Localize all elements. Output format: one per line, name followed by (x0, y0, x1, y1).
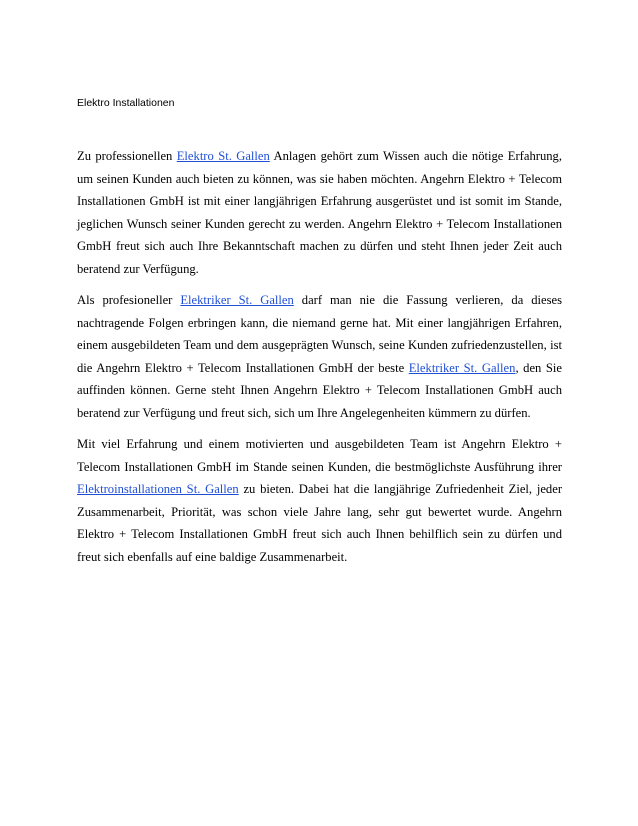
paragraph-2 (77, 289, 562, 424)
paragraph-text: Als profesioneller (77, 293, 181, 307)
paragraph-text: Anlagen gehört zum Wissen auch die nötige Erfahrung, um seinen Kunden auch bieten zu können, was sie haben möchten. Angehrn Elektro + Telecom Installationen GmbH ist mit einer langjährigen Erfahrung ausgerüstet und ist somit im Stande, jeglichen Wunsch seiner Kunden gerecht zu werden. Angehrn Elektro + Telecom Installationen GmbH freut sich auch Ihre Bekanntschaft machen zu dürfen und steht Ihnen jeder Zeit auch beratend zur Verfügung. (77, 149, 562, 276)
document-body (77, 145, 562, 577)
paragraph-text: zu bieten. Dabei hat die langjährige Zufriedenheit Ziel, jeder Zusammenarbeit, Priorität, was schon viele Jahre lang, sehr gut bewertet wurde. Angehrn Elektro + Telecom Installationen GmbH freut sich auch Ihnen behilflich sein zu dürfen und freut sich ebenfalls auf eine baldige Zusammenarbeit. (77, 482, 563, 564)
link-elektriker-st-gallen-2[interactable]: Elektriker St. Gallen (408, 360, 516, 375)
document-title: Elektro Installationen (77, 97, 175, 109)
paragraph-3 (77, 433, 562, 568)
paragraph-text: Mit viel Erfahrung und einem motivierten und ausgebildeten Team ist Angehrn Elektro + Telecom Installationen GmbH im Stande seinen Kunden, die bestmöglichste Ausführung ihrer (77, 437, 562, 474)
link-elektro-st-gallen[interactable]: Elektro St. Gallen (176, 149, 270, 163)
link-elektriker-st-gallen[interactable]: Elektriker St. Gallen (180, 293, 294, 307)
paragraph-text: , den Sie auffinden können. Gerne steht Ihnen Angehrn Elektro + Telecom Installationen GmbH auch beratend zur Verfügung und freut sich, sich um Ihre Angelegenheiten kümmern zu dürfen. (77, 360, 562, 420)
link-elektroinstallationen-st-gallen[interactable]: Elektroinstallationen St. Gallen (77, 482, 239, 496)
paragraph-text: Zu professionellen (77, 149, 177, 163)
paragraph-text: darf man nie die Fassung verlieren, da dieses nachtragende Folgen erbringen kann, die niemand gerne hat. Mit einer langjährigen Erfahren, einem ausgebildeten Team und dem ausgeprägten Wunsch, seine Kunden zufriedenzustellen, ist die Angehrn Elektro + Telecom Installationen GmbH der beste (77, 293, 563, 375)
paragraph-1 (77, 145, 562, 280)
